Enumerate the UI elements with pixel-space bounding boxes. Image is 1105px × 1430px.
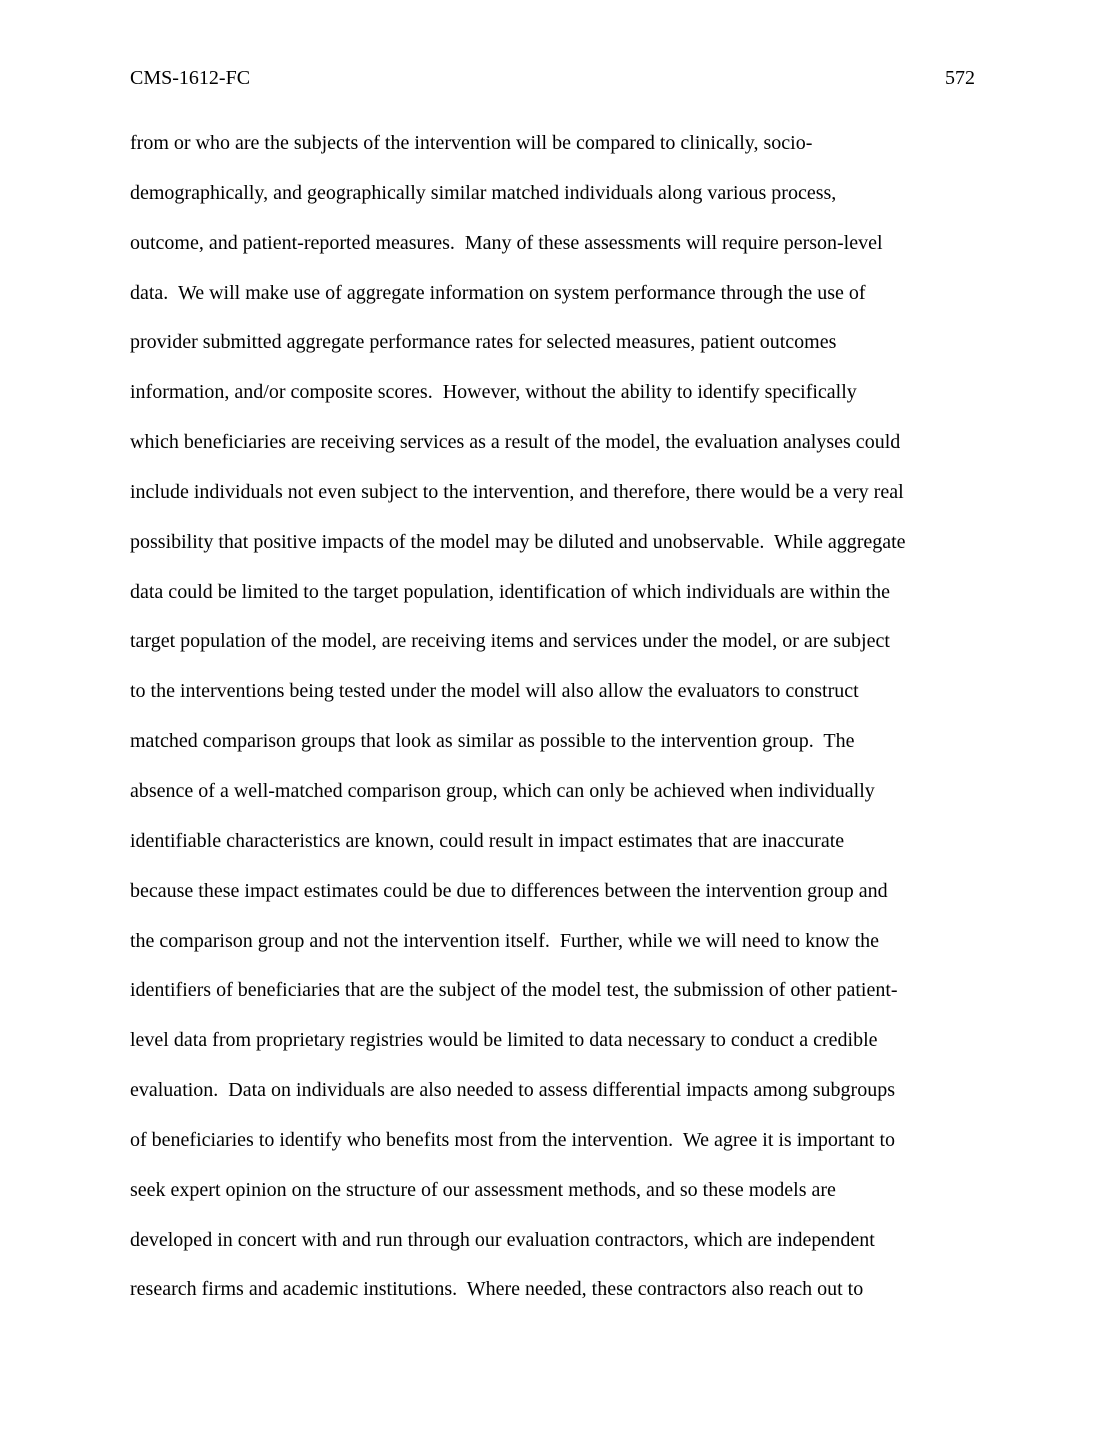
page-number: 572 [945, 67, 975, 89]
text-line: identifiable characteristics are known, could result in impact estimates that are inaccurate [130, 829, 845, 852]
text-line: target population of the model, are receiving items and services under the model, or are subject [130, 630, 890, 653]
text-line: because these impact estimates could be due to differences between the intervention group and [130, 879, 888, 902]
text-line: research firms and academic institutions. Where needed, these contractors also reach out to [130, 1278, 864, 1301]
document-id: CMS-1612-FC [130, 67, 251, 89]
text-line: to the interventions being tested under the model will also allow the evaluators to construct [130, 680, 859, 703]
text-line: which beneficiaries are receiving services as a result of the model, the evaluation analyses could [130, 431, 901, 454]
text-line: absence of a well-matched comparison group, which can only be achieved when individually [130, 779, 875, 802]
text-line: demographically, and geographically similar matched individuals along various process, [130, 181, 837, 204]
text-line: data could be limited to the target population, identification of which individuals are within the [130, 580, 890, 603]
text-line: evaluation. Data on individuals are also needed to assess differential impacts among subgroups [130, 1079, 895, 1102]
text-line: data. We will make use of aggregate information on system performance through the use of [130, 281, 866, 304]
body-paragraph [130, 130, 980, 1326]
text-line: include individuals not even subject to the intervention, and therefore, there would be a very real [130, 480, 904, 503]
text-line: of beneficiaries to identify who benefits most from the intervention. We agree it is important to [130, 1128, 896, 1151]
text-line: outcome, and patient-reported measures. Many of these assessments will require person-level [130, 231, 883, 254]
text-line: identifiers of beneficiaries that are the subject of the model test, the submission of other patient- [130, 979, 898, 1002]
text-line: information, and/or composite scores. However, without the ability to identify specifically [130, 381, 857, 404]
text-line: level data from proprietary registries would be limited to data necessary to conduct a credible [130, 1029, 878, 1052]
text-line: matched comparison groups that look as similar as possible to the intervention group. The [130, 730, 855, 753]
text-line: the comparison group and not the intervention itself. Further, while we will need to know the [130, 929, 880, 952]
text-line: developed in concert with and run through our evaluation contractors, which are independent [130, 1228, 875, 1251]
text-line: from or who are the subjects of the intervention will be compared to clinically, socio- [130, 132, 813, 154]
text-line: possibility that positive impacts of the model may be diluted and unobservable. While aggregate [130, 530, 906, 553]
text-line: provider submitted aggregate performance rates for selected measures, patient outcomes [130, 331, 837, 354]
text-line: seek expert opinion on the structure of our assessment methods, and so these models are [130, 1178, 836, 1201]
